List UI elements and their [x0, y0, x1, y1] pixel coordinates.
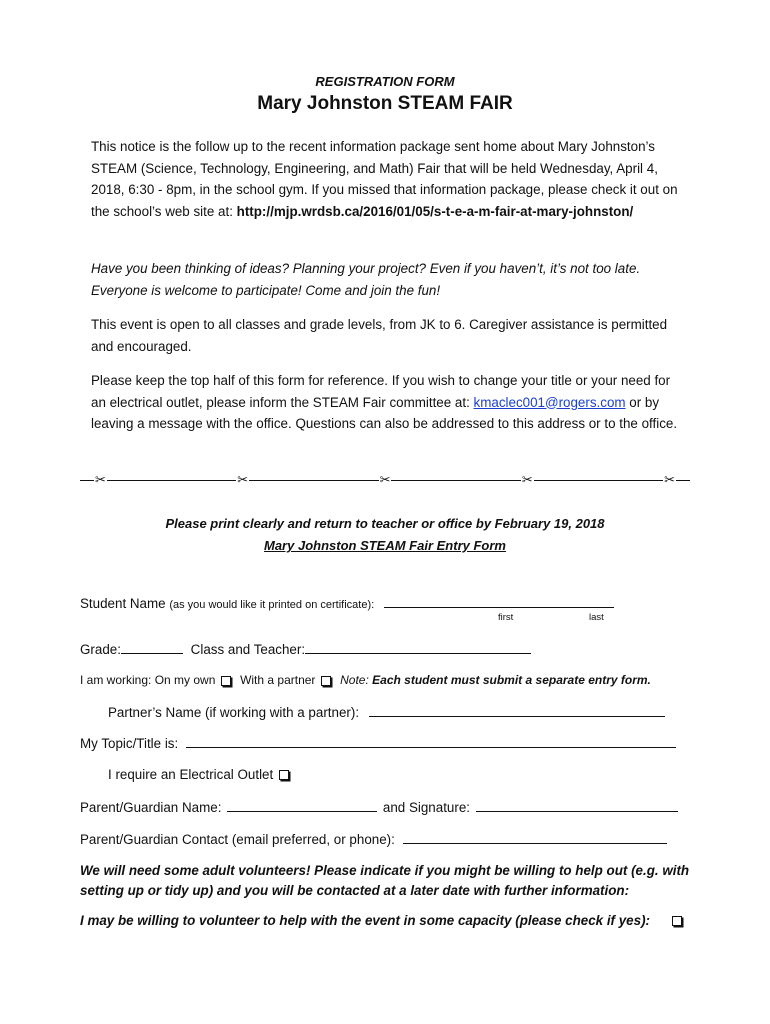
partner-name-row	[108, 704, 665, 720]
scissors-icon: ✂	[664, 472, 676, 487]
contact-paragraph	[91, 370, 683, 435]
note-text: Each student must submit a separate entry form.	[372, 673, 651, 687]
first-name-sublabel: first	[498, 612, 514, 623]
notice-intro-paragraph	[91, 136, 683, 222]
cut-dash	[249, 480, 378, 481]
topic-field[interactable]	[186, 735, 676, 748]
partner-option-label: With a partner	[240, 673, 316, 687]
electrical-checkbox-icon[interactable]	[279, 770, 289, 780]
volunteer-row	[80, 913, 682, 928]
topic-label: My Topic/Title is:	[80, 736, 179, 751]
cut-dash	[676, 480, 690, 481]
eligibility-paragraph: This event is open to all classes and grade levels, from JK to 6. Caregiver assistance is permitted and encouraged.	[91, 317, 668, 354]
signature-label: and Signature:	[382, 800, 470, 815]
contact-text-after: or by leaving a message with the office. Questions can also be addressed to this address or to the office.	[91, 394, 678, 431]
signature-field[interactable]	[476, 799, 678, 812]
page-title: Mary Johnston STEAM FAIR	[257, 93, 513, 114]
scissors-icon: ✂	[521, 472, 533, 487]
student-name-label: Student Name	[80, 596, 166, 611]
topic-row	[80, 735, 676, 751]
volunteer-checkbox-icon[interactable]	[672, 916, 682, 926]
notice-intro-text: This notice is the follow up to the recent information package sent home about Mary Johnston’s STEAM (Science, Technology, Engineering, and Math) Fair that will be held Wednesday, April 4, 2018, 6:30 - 8pm, in the school gym. If you missed that information package, please check it out on the school’s web site at:	[91, 139, 678, 219]
working-label: I am working: On my own	[80, 673, 216, 687]
scissors-icon: ✂	[237, 472, 249, 487]
note-label: Note:	[340, 673, 369, 687]
parent-name-label: Parent/Guardian Name:	[80, 800, 222, 815]
working-row	[80, 673, 651, 687]
encouragement-paragraph: Have you been thinking of ideas? Planning your project? Even if you haven’t, it’s not too late. Everyone is welcome to participate! Come and join the fun!	[91, 261, 641, 298]
parent-name-field[interactable]	[227, 799, 377, 812]
cut-dash	[80, 480, 94, 481]
volunteer-request: We will need some adult volunteers! Please indicate if you might be willing to help out (e.g. with setting up or tidy up) and you will be contacted at a later date with further information:	[80, 863, 690, 898]
return-instruction: Please print clearly and return to teacher or office by February 19, 2018	[165, 516, 605, 531]
cut-dash	[534, 480, 663, 481]
electrical-row	[108, 767, 289, 782]
last-name-sublabel: last	[589, 612, 604, 623]
partner-name-label: Partner’s Name (if working with a partner):	[108, 705, 360, 720]
registration-heading: REGISTRATION FORM	[315, 74, 455, 89]
own-checkbox-icon[interactable]	[221, 676, 231, 686]
electrical-label: I require an Electrical Outlet	[108, 767, 274, 782]
parent-contact-field[interactable]	[403, 831, 667, 844]
parent-contact-label: Parent/Guardian Contact (email preferred, or phone):	[80, 832, 395, 847]
class-teacher-field[interactable]	[305, 641, 531, 654]
contact-email-link[interactable]: kmaclec001@rogers.com	[473, 394, 626, 410]
student-name-row	[80, 595, 614, 611]
grade-label: Grade:	[80, 642, 121, 657]
scissors-icon: ✂	[379, 472, 391, 487]
website-link[interactable]: http://mjp.wrdsb.ca/2016/01/05/s-t-e-a-m-fair-at-mary-johnston/	[236, 203, 634, 219]
scissors-icon: ✂	[95, 472, 106, 487]
grade-field[interactable]	[121, 641, 183, 654]
partner-checkbox-icon[interactable]	[321, 676, 331, 686]
class-teacher-label: Class and Teacher:	[190, 642, 306, 657]
cut-dash	[107, 480, 236, 481]
contact-text-before: Please keep the top half of this form for reference. If you wish to change your title or your need for an electrical outlet, please inform the STEAM Fair committee at:	[91, 373, 671, 410]
volunteer-checkbox-label: I may be willing to volunteer to help with the event in some capacity (please check if yes):	[80, 913, 650, 928]
entry-form-title: Mary Johnston STEAM Fair Entry Form	[264, 538, 506, 553]
cut-dash	[391, 480, 520, 481]
student-name-field[interactable]	[384, 595, 614, 608]
grade-class-row	[80, 641, 531, 657]
parent-name-row	[80, 799, 678, 815]
partner-name-field[interactable]	[369, 704, 665, 717]
parent-contact-row	[80, 831, 667, 847]
cut-line	[80, 472, 690, 488]
student-name-hint: (as you would like it printed on certificate):	[169, 599, 375, 611]
